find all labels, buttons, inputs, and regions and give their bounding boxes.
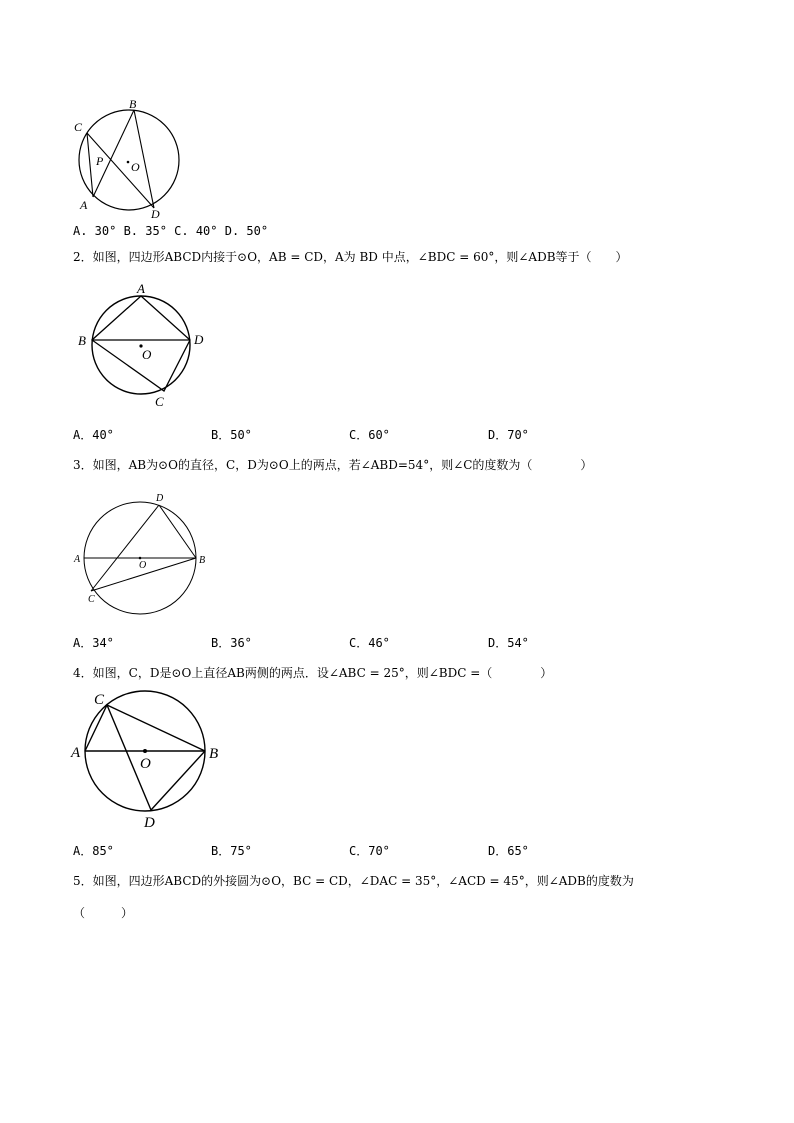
q3-label-b: B xyxy=(199,555,206,566)
q3-option-d: D．54° xyxy=(488,636,529,650)
q2-option-a: A．40° xyxy=(73,428,114,442)
q3-label-a: A xyxy=(74,554,81,565)
q2-figure xyxy=(76,280,211,410)
q2-label-d: D xyxy=(194,332,204,347)
q2-label-a: A xyxy=(137,281,145,296)
q4-label-d: D xyxy=(144,815,155,831)
q4-option-b: B．75° xyxy=(211,844,252,858)
q1-figure xyxy=(70,95,190,220)
q3-option-b: B．36° xyxy=(211,636,252,650)
q1-label-c: C xyxy=(74,120,83,134)
q2-stem: 2．如图，四边形ABCD内接于⊙O，AB = CD，A为 BD 中点，∠BDC = 60°，则∠ADB等于（ ） xyxy=(73,250,628,264)
q4-option-c: C．70° xyxy=(349,844,390,858)
q3-option-c: C．46° xyxy=(349,636,390,650)
q3-label-d: D xyxy=(156,493,164,504)
q4-label-b: B xyxy=(209,746,219,762)
q2-option-b: B．50° xyxy=(211,428,252,442)
q4-label-o: O xyxy=(140,756,151,772)
q2-option-d: D．70° xyxy=(488,428,529,442)
q3-label-o: O xyxy=(139,560,147,571)
q1-center-dot xyxy=(127,161,130,164)
q1-options: A. 30° B. 35° C. 40° D. 50° xyxy=(73,224,269,238)
q3-label-c: C xyxy=(88,594,95,605)
q2-label-b: B xyxy=(78,333,86,348)
q4-segment-ca xyxy=(85,705,107,751)
q2-label-o: O xyxy=(142,347,152,362)
q1-segment-bd xyxy=(134,110,154,208)
q4-option-d: D．65° xyxy=(488,844,529,858)
q1-segment-cd xyxy=(87,133,154,208)
q5-stem: 5．如图，四边形ABCD的外接圆为⊙O，BC = CD，∠DAC = 35°，∠ACD = 45°，则∠ADB的度数为 xyxy=(73,874,634,888)
q4-label-c: C xyxy=(94,692,105,708)
q1-label-d: D xyxy=(151,207,160,220)
q4-label-a: A xyxy=(71,745,81,761)
q1-label-o: O xyxy=(131,160,140,174)
q3-stem: 3．如图，AB为⊙O的直径，C，D为⊙O上的两点，若∠ABD=54°，则∠C的度数为（ ） xyxy=(73,458,593,472)
q1-label-b: B xyxy=(129,97,137,111)
q3-segment-db xyxy=(159,505,196,558)
q3-figure xyxy=(70,488,215,616)
q1-label-p: P xyxy=(96,154,104,168)
q1-label-a: A xyxy=(80,198,88,212)
q2-option-c: C．60° xyxy=(349,428,390,442)
q4-center-dot xyxy=(143,749,147,753)
q3-center-dot xyxy=(139,557,142,560)
q5-answer-paren: （ ） xyxy=(73,906,134,920)
q4-option-a: A．85° xyxy=(73,844,114,858)
q3-option-a: A．34° xyxy=(73,636,114,650)
q2-label-c: C xyxy=(155,394,164,409)
q4-figure xyxy=(70,688,225,833)
q1-segment-ca xyxy=(87,133,93,197)
q4-stem: 4．如图，C，D是⊙O上直径AB两侧的两点．设∠ABC = 25°，则∠BDC =（ ） xyxy=(73,666,553,680)
